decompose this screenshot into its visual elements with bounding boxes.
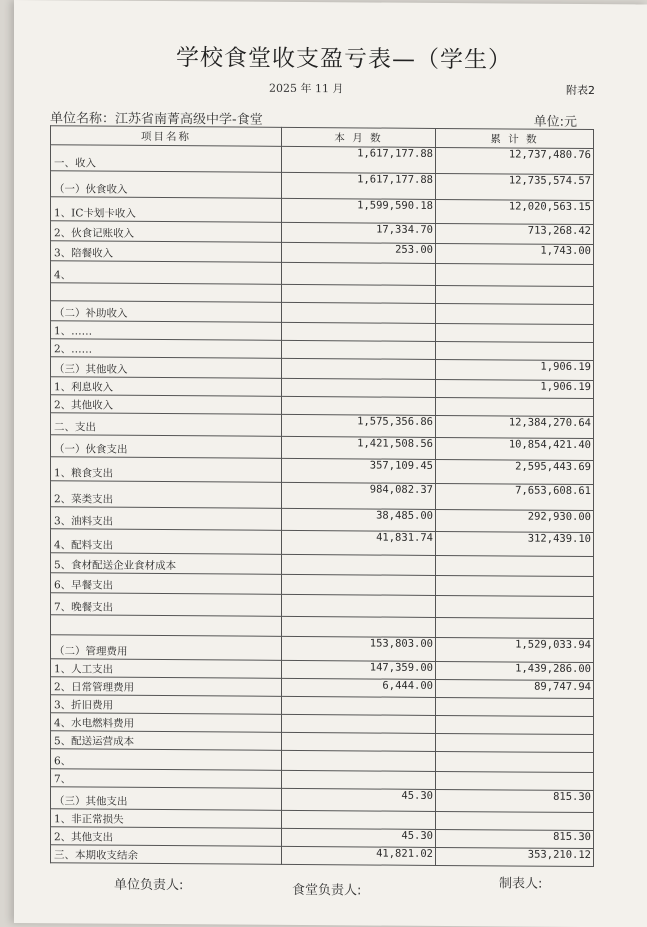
row-month-value	[282, 554, 436, 575]
row-month-value	[282, 302, 436, 323]
row-month-value	[282, 616, 436, 637]
row-month-value	[282, 714, 436, 733]
row-month-value	[282, 732, 436, 751]
row-name: 2、……	[51, 339, 282, 359]
row-name: （三）其他支出	[51, 787, 282, 811]
row-month-value: 1,617,177.88	[282, 172, 436, 199]
row-month-value: 153,803.00	[282, 636, 436, 661]
row-name	[51, 283, 282, 303]
row-name: 3、折旧费用	[51, 695, 282, 715]
row-name: 1、利息收入	[51, 377, 282, 397]
row-cumulative-value: 1,529,033.94	[436, 637, 594, 662]
row-cumulative-value: 713,268.42	[436, 223, 594, 244]
row-month-value: 1,421,508.56	[282, 436, 436, 459]
row-name: 2、伙食记账收入	[51, 221, 282, 243]
row-cumulative-value: 12,737,480.76	[436, 147, 594, 174]
row-name	[51, 615, 282, 637]
row-cumulative-value	[436, 303, 594, 324]
row-name: （三）其他收入	[51, 357, 282, 379]
row-name: 三、本期收支结余	[51, 845, 282, 865]
row-cumulative-value: 12,020,563.15	[436, 199, 594, 224]
row-cumulative-value: 1,906.19	[436, 359, 594, 380]
row-name: 3、油料支出	[51, 507, 282, 531]
row-name: 2、菜类支出	[51, 481, 282, 509]
row-month-value	[282, 750, 436, 771]
row-month-value	[282, 594, 436, 617]
column-header-month: 本 月 数	[282, 127, 436, 147]
row-cumulative-value	[436, 397, 594, 416]
row-month-value	[282, 574, 436, 595]
table-row	[51, 481, 594, 511]
row-month-value: 1,617,177.88	[282, 146, 436, 173]
row-cumulative-value: 312,439.10	[436, 531, 594, 556]
canteen-head-signature: 食堂负责人:	[292, 882, 362, 899]
row-cumulative-value: 292,930.00	[436, 509, 594, 532]
row-cumulative-value	[436, 323, 594, 342]
row-cumulative-value	[436, 263, 594, 286]
table-row	[51, 197, 594, 225]
row-month-value	[282, 262, 436, 285]
row-month-value: 45.30	[282, 828, 436, 847]
row-month-value: 17,334.70	[282, 222, 436, 243]
row-cumulative-value	[436, 555, 594, 576]
row-name: 1、人工支出	[51, 659, 282, 679]
unit-name: 单位名称：江苏省南菁高级中学-食堂	[50, 111, 263, 128]
row-cumulative-value: 89,747.94	[436, 679, 594, 698]
row-month-value: 38,485.00	[282, 508, 436, 531]
row-cumulative-value: 2,595,443.69	[436, 459, 594, 484]
table-row	[51, 171, 594, 201]
row-name: 7、晚餐支出	[51, 593, 282, 617]
row-cumulative-value: 12,735,574.57	[436, 173, 594, 200]
row-name: 1、粮食支出	[51, 457, 282, 483]
row-month-value: 41,821.02	[282, 846, 436, 865]
preparer-signature: 制表人:	[499, 876, 543, 892]
row-cumulative-value: 353,210.12	[436, 847, 594, 866]
row-month-value	[282, 810, 436, 829]
row-month-value	[282, 340, 436, 359]
row-month-value: 1,575,356.86	[282, 414, 436, 437]
row-name: 2、其他支出	[51, 827, 282, 847]
row-month-value: 147,359.00	[282, 660, 436, 679]
row-name: 4、	[51, 261, 282, 285]
row-cumulative-value	[436, 341, 594, 360]
row-month-value: 1,599,590.18	[282, 198, 436, 223]
row-name: 4、配料支出	[51, 529, 282, 555]
row-cumulative-value	[436, 617, 594, 638]
row-cumulative-value: 1,906.19	[436, 379, 594, 398]
row-name: 2、其他收入	[51, 395, 282, 415]
row-month-value	[282, 322, 436, 341]
row-cumulative-value: 1,743.00	[436, 243, 594, 264]
row-cumulative-value	[436, 595, 594, 618]
row-name: 7、	[51, 769, 282, 789]
row-month-value: 6,444.00	[282, 678, 436, 697]
row-cumulative-value	[436, 811, 594, 830]
row-name: 一、收入	[51, 145, 282, 173]
row-cumulative-value	[436, 771, 594, 790]
row-month-value	[282, 284, 436, 303]
row-name: 1、非正常损失	[51, 809, 282, 829]
column-header-cumulative: 累 计 数	[436, 128, 594, 148]
row-name: 2、日常管理费用	[51, 677, 282, 697]
row-month-value	[282, 358, 436, 379]
table-row	[51, 145, 594, 175]
row-month-value: 45.30	[282, 788, 436, 811]
row-name: 二、支出	[51, 413, 282, 437]
unit-head-signature: 单位负责人:	[114, 877, 184, 894]
row-name: （二）补助收入	[51, 301, 282, 323]
document-page	[14, 0, 647, 927]
row-month-value: 357,109.45	[282, 458, 436, 483]
report-period: 2025 年 11 月	[269, 81, 344, 96]
document-title: 学校食堂收支盈亏表—（学生）	[176, 45, 512, 74]
row-cumulative-value: 7,653,608.61	[436, 483, 594, 510]
row-name: 5、配送运营成本	[51, 731, 282, 751]
row-month-value	[282, 696, 436, 715]
row-cumulative-value	[436, 733, 594, 752]
row-name: 5、食材配送企业食材成本	[51, 553, 282, 575]
row-name: 6、	[51, 749, 282, 771]
row-cumulative-value	[436, 751, 594, 772]
row-cumulative-value: 815.30	[436, 789, 594, 812]
row-name: （一）伙食收入	[51, 171, 282, 199]
column-header-item: 项目名称	[51, 126, 282, 147]
row-name: 4、水电燃料费用	[51, 713, 282, 733]
row-month-value: 253.00	[282, 242, 436, 263]
table-row	[51, 845, 594, 867]
row-month-value: 41,831.74	[282, 530, 436, 555]
row-month-value	[282, 396, 436, 415]
row-cumulative-value: 10,854,421.40	[436, 437, 594, 460]
row-cumulative-value	[436, 285, 594, 304]
row-name: 1、IC卡划卡收入	[51, 197, 282, 223]
row-month-value: 984,082.37	[282, 482, 436, 509]
row-name: 6、早餐支出	[51, 573, 282, 595]
row-month-value	[282, 770, 436, 789]
currency-unit: 单位:元	[533, 114, 577, 130]
row-name: （一）伙食支出	[51, 435, 282, 459]
row-cumulative-value: 12,384,270.64	[436, 415, 594, 438]
row-cumulative-value: 815.30	[436, 829, 594, 848]
row-name: （二）管理费用	[51, 635, 282, 661]
row-name: 3、陪餐收入	[51, 241, 282, 263]
row-cumulative-value	[436, 715, 594, 734]
attachment-label: 附表2	[566, 83, 595, 98]
row-month-value	[282, 378, 436, 397]
row-name: 1、……	[51, 321, 282, 341]
row-cumulative-value	[436, 575, 594, 596]
row-cumulative-value	[436, 697, 594, 716]
income-expense-table	[50, 125, 594, 867]
row-cumulative-value: 1,439,286.00	[436, 661, 594, 680]
